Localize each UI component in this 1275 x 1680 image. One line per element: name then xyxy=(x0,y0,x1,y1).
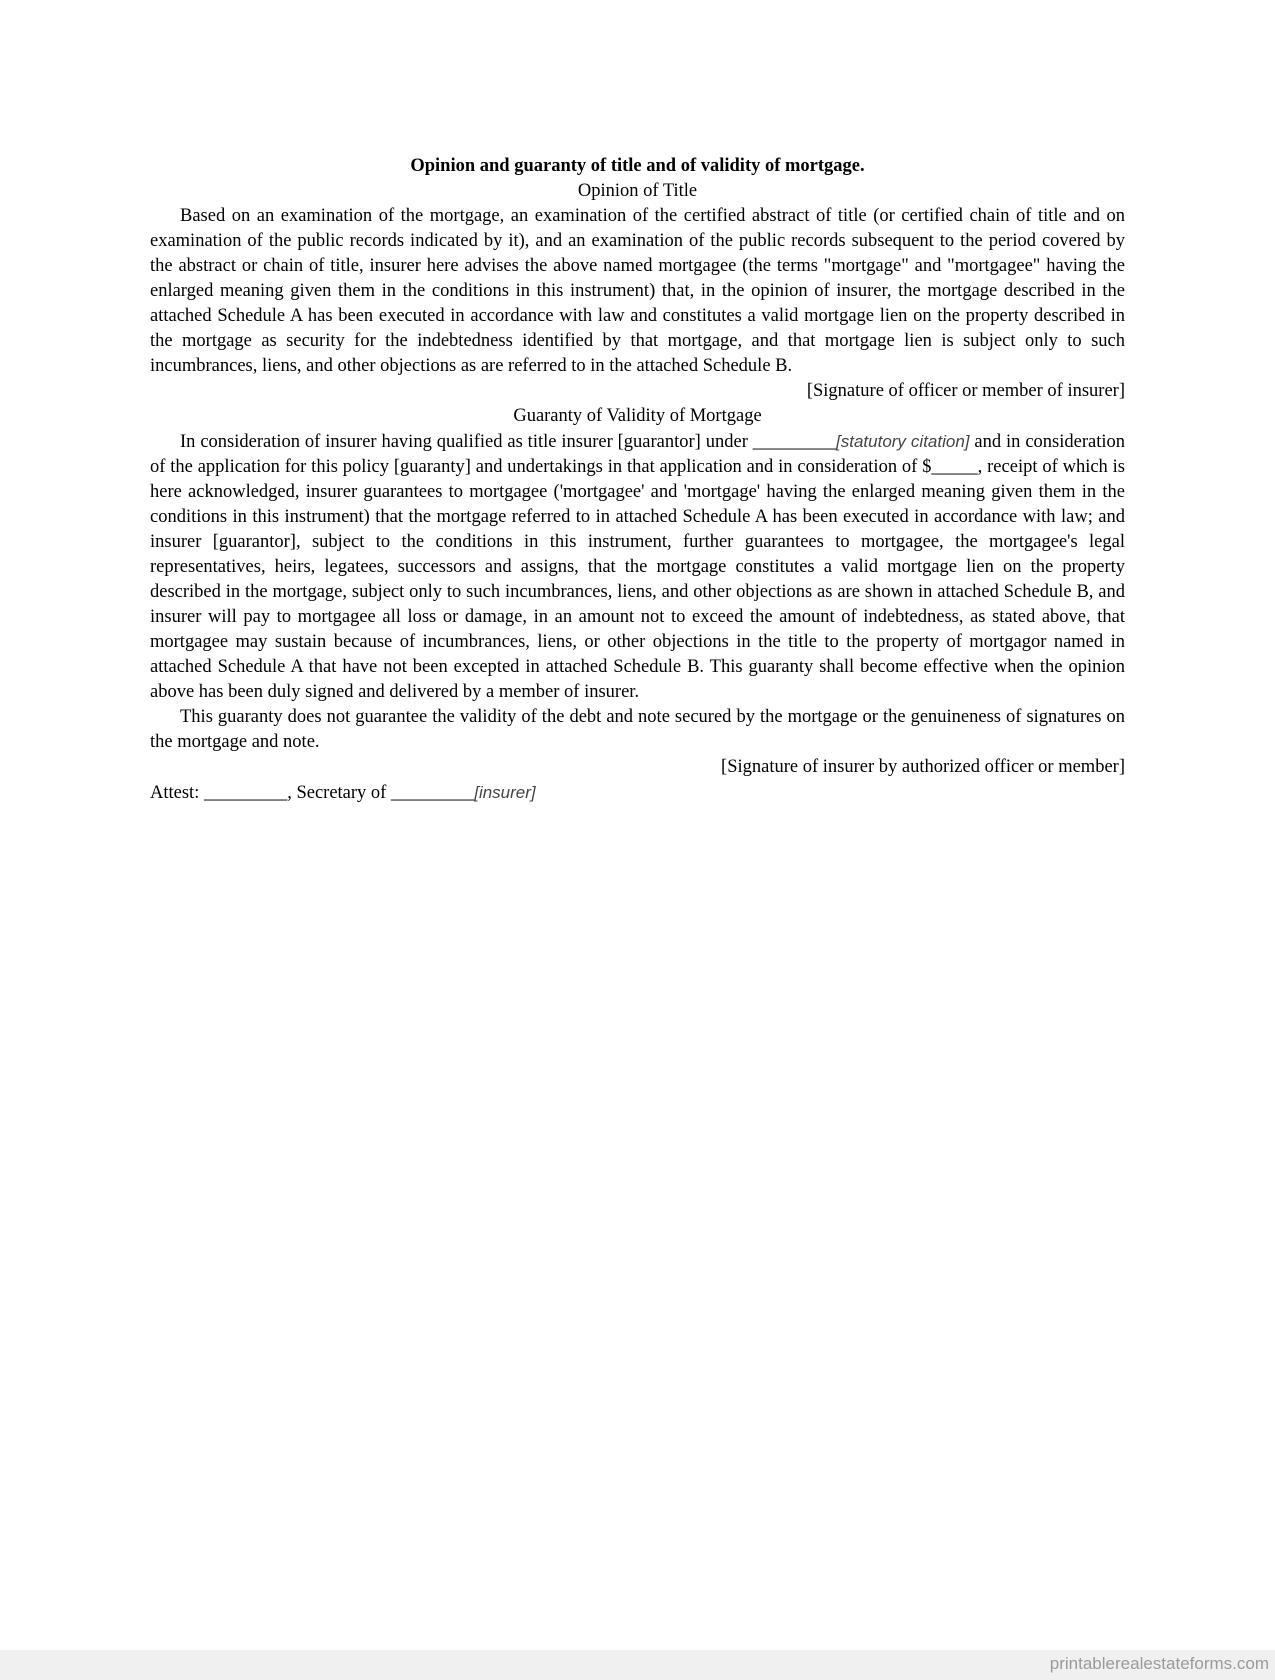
attest-text: Attest: _________, Secretary of _________ xyxy=(150,783,475,803)
guaranty-p1-after: and in consideration of the application for this policy [guaranty] and undertakings in that application and in consideration of $_____, receipt of which is here acknowledged, insurer guarantees to mortgagee ('mortgagee' and 'mortgage' having the enlarged meaning given them in the conditions in this instrument) that the mortgage referred to in attached Schedule A has been executed in accordance with law; and insurer [guarantor], subject to the conditions in this instrument, further guarantees to mortgagee, the mortgagee's legal representatives, heirs, legatees, successors and assigns, that the mortgage constitutes a valid mortgage lien on the property described in the mortgage, subject only to such incumbrances, liens, and other objections as are shown in attached Schedule B, and insurer will pay to mortgagee all loss or damage, in an amount not to exceed the amount of indebtedness, as stated above, that mortgagee may sustain because of incumbrances, liens, or other objections in the title to the property of mortgagor named in attached Schedule A that have not been excepted in attached Schedule B. This guaranty shall become effective when the opinion above has been duly signed and delivered by a member of insurer. xyxy=(150,432,1126,702)
guaranty-paragraph-1 xyxy=(150,429,1125,705)
attest-line xyxy=(150,780,1125,806)
insurer-placeholder: [insurer] xyxy=(474,783,536,802)
footer-bar xyxy=(0,1650,1275,1680)
statutory-citation-placeholder: [statutory citation] xyxy=(836,432,970,451)
guaranty-signature-line: [Signature of insurer by authorized officer or member] xyxy=(721,757,1125,777)
opinion-signature-line: [Signature of officer or member of insurer] xyxy=(806,381,1125,401)
guaranty-p1-before: In consideration of insurer having qualified as title insurer [guarantor] under _________ xyxy=(180,432,837,452)
opinion-paragraph: Based on an examination of the mortgage, an examination of the certified abstract of title (or certified chain of title and on examination of the public records indicated by it), and an examination of the public records subsequent to the period covered by the abstract or chain of title, insurer here advises the above named mortgagee (the terms "mortgage" and "mortgagee" having the enlarged meaning given them in the conditions in this instrument) that, in the opinion of insurer, the mortgage described in the attached Schedule A has been executed in accordance with law and constitutes a valid mortgage lien on the property described in the mortgage as security for the indebtedness identified by that mortgage, and that mortgage lien is subject only to such incumbrances, liens, and other objections as are referred to in the attached Schedule B. xyxy=(150,206,1125,376)
guaranty-paragraph-2: This guaranty does not guarantee the validity of the debt and note secured by the mortgage or the genuineness of signatures on the mortgage and note. xyxy=(150,707,1125,752)
document-title: Opinion and guaranty of title and of validity of mortgage. xyxy=(410,156,865,176)
guaranty-heading: Guaranty of Validity of Mortgage xyxy=(513,406,762,426)
site-watermark: printablerealestateforms.com xyxy=(1049,1654,1269,1673)
opinion-heading: Opinion of Title xyxy=(577,181,698,201)
document-page xyxy=(150,154,1125,806)
